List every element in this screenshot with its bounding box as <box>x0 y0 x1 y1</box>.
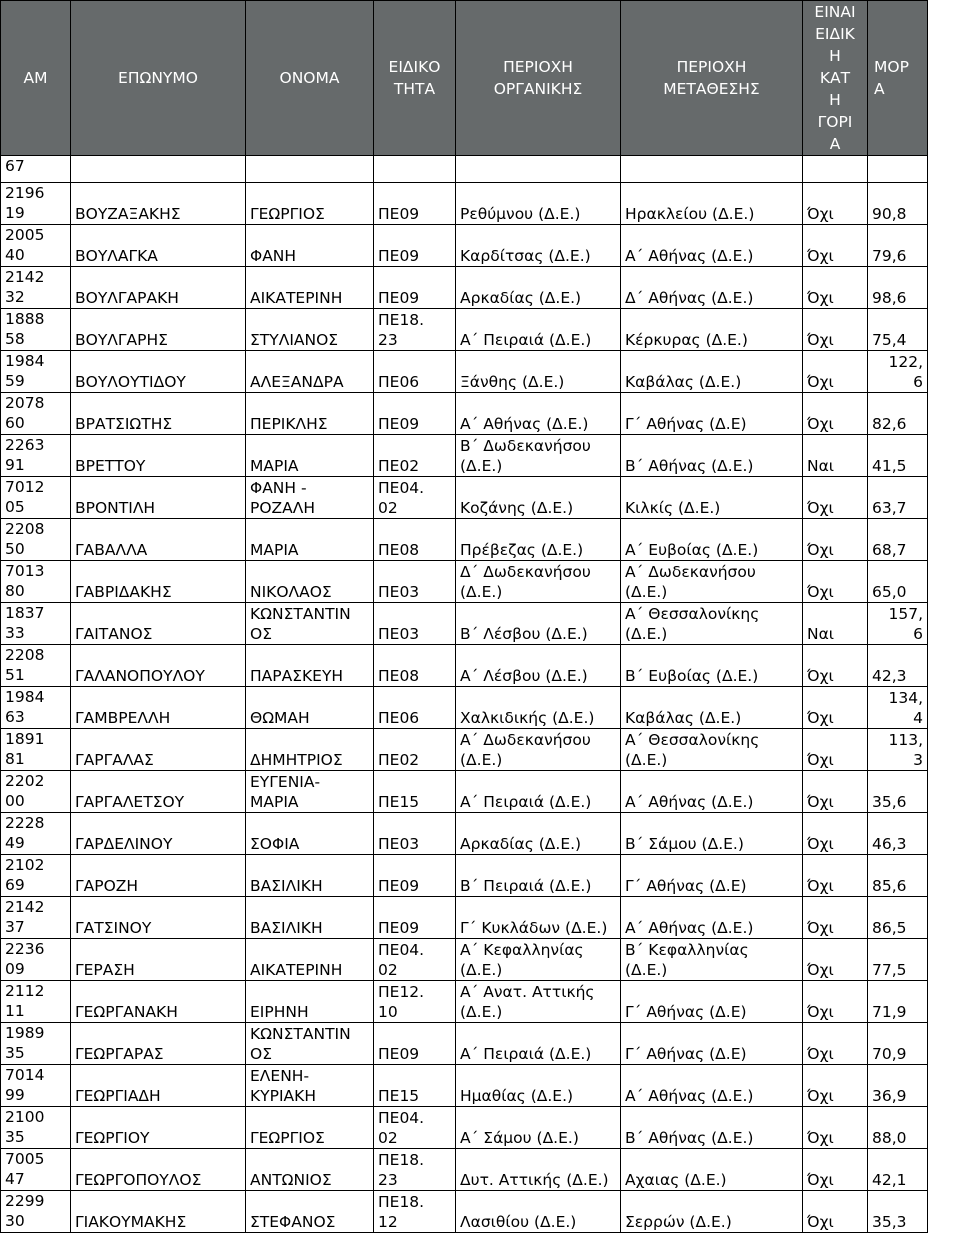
table-row <box>1 855 928 897</box>
specialty-cell: ΠΕ02 <box>374 435 456 477</box>
table-row <box>1 687 928 729</box>
transfer-region-cell: Καβάλας (Δ.Ε.) <box>621 687 803 729</box>
am-part: 2228 <box>5 814 45 832</box>
surname-cell: ΓΑΤΣΙΝΟΥ <box>71 897 246 939</box>
first-name-cell: ΑΙΚΑΤΕΡΙΝΗ <box>246 267 374 309</box>
am-part: 69 <box>5 876 25 894</box>
special-category-cell: Όχι <box>803 1149 868 1191</box>
special-category-cell: Όχι <box>803 267 868 309</box>
am-part: 2263 <box>5 436 45 454</box>
organic-region-cell: Ρεθύμνου (Δ.Ε.) <box>456 183 621 225</box>
am-cell <box>1 435 71 477</box>
table-row <box>1 1149 928 1191</box>
points-cell: 75,4 <box>868 309 928 351</box>
am-part: 63 <box>5 708 25 726</box>
surname-cell: ΓΑΡΓΑΛΕΤΣΟΥ <box>71 771 246 813</box>
am-part: 60 <box>5 414 25 432</box>
table-row <box>1 351 928 393</box>
first-name-cell: ΒΑΣΙΛΙΚΗ <box>246 897 374 939</box>
special-category-cell: Όχι <box>803 813 868 855</box>
am-part: 49 <box>5 834 25 852</box>
am-part: 91 <box>5 456 25 474</box>
points-cell: 41,5 <box>868 435 928 477</box>
specialty-cell: ΠΕ09 <box>374 855 456 897</box>
table-row <box>1 897 928 939</box>
table-row <box>1 519 928 561</box>
am-part: 19 <box>5 204 25 222</box>
am-part: 1984 <box>5 688 45 706</box>
table-row <box>1 393 928 435</box>
first-name-cell: ΕΥΓΕΝΙΑ- ΜΑΡΙΑ <box>246 771 374 813</box>
table-row <box>1 435 928 477</box>
special-category-cell: Όχι <box>803 225 868 267</box>
am-part: 37 <box>5 918 25 936</box>
am-part: 47 <box>5 1170 25 1188</box>
organic-region-cell: Β΄ Πειραιά (Δ.Ε.) <box>456 855 621 897</box>
am-part: 2078 <box>5 394 45 412</box>
specialty-cell: ΠΕ06 <box>374 351 456 393</box>
first-name-cell: ΣΟΦΙΑ <box>246 813 374 855</box>
points-cell: 134, 4 <box>868 687 928 729</box>
first-name-cell: ΦΑΝΗ <box>246 225 374 267</box>
am-part: 58 <box>5 330 25 348</box>
am-cell <box>1 855 71 897</box>
special-category-cell: Ναι <box>803 603 868 645</box>
am-cell <box>1 603 71 645</box>
am-cell <box>1 351 71 393</box>
am-part: 11 <box>5 1002 25 1020</box>
surname-cell: ΒΟΥΛΓΑΡΑΚΗ <box>71 267 246 309</box>
am-cell <box>1 225 71 267</box>
first-name-cell: ΓΕΩΡΓΙΟΣ <box>246 183 374 225</box>
table-row <box>1 561 928 603</box>
first-name-cell: ΓΕΩΡΓΙΟΣ <box>246 1107 374 1149</box>
points-cell: 70,9 <box>868 1023 928 1065</box>
organic-region-cell: Α΄ Δωδεκανήσου (Δ.Ε.) <box>456 729 621 771</box>
organic-region-cell: Ημαθίας (Δ.Ε.) <box>456 1065 621 1107</box>
surname-cell: ΒΡΟΝΤΙΛΗ <box>71 477 246 519</box>
special-category-cell: Όχι <box>803 855 868 897</box>
special-category-cell: Όχι <box>803 939 868 981</box>
specialty-cell: ΠΕ09 <box>374 267 456 309</box>
transfer-region-cell: Α΄ Θεσσαλονίκης (Δ.Ε.) <box>621 603 803 645</box>
specialty-cell: ΠΕ15 <box>374 771 456 813</box>
transfer-region-cell: Α΄ Αθήνας (Δ.Ε.) <box>621 1065 803 1107</box>
organic-region-cell: Α΄ Αθήνας (Δ.Ε.) <box>456 393 621 435</box>
special-category-cell: Όχι <box>803 183 868 225</box>
am-cell <box>1 267 71 309</box>
first-name-cell: ΜΑΡΙΑ <box>246 435 374 477</box>
surname-cell: ΓΕΩΡΓΙΑΔΗ <box>71 1065 246 1107</box>
am-part: 2102 <box>5 856 45 874</box>
table-row <box>1 1107 928 1149</box>
first-name-cell: ΣΤΕΦΑΝΟΣ <box>246 1191 374 1233</box>
organic-region-cell: Δυτ. Αττικής (Δ.Ε.) <box>456 1149 621 1191</box>
am-part: 32 <box>5 288 25 306</box>
am-part: 33 <box>5 624 25 642</box>
first-name-cell: ΚΩΝΣΤΑΝΤΙΝ ΟΣ <box>246 1023 374 1065</box>
transfer-region-cell: Ηρακλείου (Δ.Ε.) <box>621 183 803 225</box>
organic-region-cell: Α΄ Σάμου (Δ.Ε.) <box>456 1107 621 1149</box>
points-cell: 36,9 <box>868 1065 928 1107</box>
col-header-organiki: ΠΕΡΙΟΧΗ ΟΡΓΑΝΙΚΗΣ <box>456 1 621 156</box>
first-name-cell: ΚΩΝΣΤΑΝΤΙΝ ΟΣ <box>246 603 374 645</box>
surname-cell: ΓΕΩΡΓΑΡΑΣ <box>71 1023 246 1065</box>
col-header-metathesi: ΠΕΡΙΟΧΗ ΜΕΤΑΘΕΣΗΣ <box>621 1 803 156</box>
organic-region-cell: Πρέβεζας (Δ.Ε.) <box>456 519 621 561</box>
am-part: 7012 <box>5 478 45 496</box>
special-category-cell: Όχι <box>803 897 868 939</box>
specialty-cell: ΠΕ09 <box>374 897 456 939</box>
organic-region-cell: Αρκαδίας (Δ.Ε.) <box>456 267 621 309</box>
transfer-region-cell: Α΄ Δωδεκανήσου (Δ.Ε.) <box>621 561 803 603</box>
am-part: 1989 <box>5 1024 45 1042</box>
am-cell <box>1 477 71 519</box>
table-row <box>1 771 928 813</box>
first-name-cell: ΝΙΚΟΛΑΟΣ <box>246 561 374 603</box>
surname-cell: ΓΑΛΑΝΟΠΟΥΛΟΥ <box>71 645 246 687</box>
transfer-region-cell: Γ΄ Αθήνας (Δ.Ε) <box>621 1023 803 1065</box>
surname-cell: ΓΑΒΡΙΔΑΚΗΣ <box>71 561 246 603</box>
am-cell <box>1 309 71 351</box>
surname-cell: ΒΡΕΤΤΟΥ <box>71 435 246 477</box>
am-cell <box>1 1023 71 1065</box>
surname-cell: ΓΑΡΟΖΗ <box>71 855 246 897</box>
transfer-region-cell: Κέρκυρας (Δ.Ε.) <box>621 309 803 351</box>
surname-cell: ΒΟΥΛΑΓΚΑ <box>71 225 246 267</box>
specialty-cell: ΠΕ09 <box>374 393 456 435</box>
transfer-region-cell: Δ΄ Αθήνας (Δ.Ε.) <box>621 267 803 309</box>
organic-region-cell: Κοζάνης (Δ.Ε.) <box>456 477 621 519</box>
am-part: 51 <box>5 666 25 684</box>
organic-region-cell: Ξάνθης (Δ.Ε.) <box>456 351 621 393</box>
points-cell: 79,6 <box>868 225 928 267</box>
specialty-cell: ΠΕ18. 23 <box>374 309 456 351</box>
col-header-onoma: ΟΝΟΜΑ <box>246 1 374 156</box>
am-part: 00 <box>5 792 25 810</box>
first-name-cell: ΦΑΝΗ - ΡΟΖΑΛΗ <box>246 477 374 519</box>
special-category-cell: Όχι <box>803 981 868 1023</box>
special-category-cell: Όχι <box>803 477 868 519</box>
points-cell: 122, 6 <box>868 351 928 393</box>
surname-cell: ΓΕΩΡΓΟΠΟΥΛΟΣ <box>71 1149 246 1191</box>
points-cell: 42,1 <box>868 1149 928 1191</box>
first-name-cell: ΑΝΤΩΝΙΟΣ <box>246 1149 374 1191</box>
am-part: 2142 <box>5 268 45 286</box>
col-header-eidiki-katigoria: ΕΙΝΑΙ ΕΙΔΙΚ Η ΚΑΤ Η ΓΟΡΙ Α <box>803 1 868 156</box>
first-name-cell: ΠΕΡΙΚΛΗΣ <box>246 393 374 435</box>
am-part: 05 <box>5 498 25 516</box>
am-part: 2005 <box>5 226 45 244</box>
table-row <box>1 1065 928 1107</box>
transfer-region-cell: Σερρών (Δ.Ε.) <box>621 1191 803 1233</box>
specialty-cell: ΠΕ12. 10 <box>374 981 456 1023</box>
special-category-cell: Όχι <box>803 1107 868 1149</box>
am-part: 81 <box>5 750 25 768</box>
organic-region-cell: Α΄ Ανατ. Αττικής (Δ.Ε.) <box>456 981 621 1023</box>
am-cell <box>1 183 71 225</box>
am-part: 2202 <box>5 772 45 790</box>
surname-cell: ΓΑΡΓΑΛΑΣ <box>71 729 246 771</box>
am-part: 2112 <box>5 982 45 1000</box>
surname-cell: ΓΙΑΚΟΥΜΑΚΗΣ <box>71 1191 246 1233</box>
am-part: 7013 <box>5 562 45 580</box>
am-cell <box>1 519 71 561</box>
special-category-cell: Ναι <box>803 435 868 477</box>
am-cell <box>1 981 71 1023</box>
continuation-row <box>1 156 928 183</box>
am-part: 99 <box>5 1086 25 1104</box>
am-cell <box>1 897 71 939</box>
table-row <box>1 183 928 225</box>
points-cell: 71,9 <box>868 981 928 1023</box>
surname-cell: ΓΑΜΒΡΕΛΛΗ <box>71 687 246 729</box>
organic-region-cell: Β΄ Δωδεκανήσου (Δ.Ε.) <box>456 435 621 477</box>
am-cell: 67 <box>1 156 71 183</box>
specialty-cell: ΠΕ04. 02 <box>374 477 456 519</box>
surname-cell: ΓΑΙΤΑΝΟΣ <box>71 603 246 645</box>
organic-region-cell: Α΄ Πειραιά (Δ.Ε.) <box>456 771 621 813</box>
table-row <box>1 645 928 687</box>
table-row <box>1 267 928 309</box>
special-category-cell: Όχι <box>803 519 868 561</box>
points-cell: 98,6 <box>868 267 928 309</box>
points-cell: 35,6 <box>868 771 928 813</box>
table-row <box>1 225 928 267</box>
am-cell <box>1 1149 71 1191</box>
specialty-cell: ΠΕ02 <box>374 729 456 771</box>
surname-cell: ΓΑΡΔΕΛΙΝΟΥ <box>71 813 246 855</box>
specialty-cell: ΠΕ08 <box>374 519 456 561</box>
transfer-region-cell: Β΄ Αθήνας (Δ.Ε.) <box>621 1107 803 1149</box>
am-part: 40 <box>5 246 25 264</box>
specialty-cell: ΠΕ09 <box>374 1023 456 1065</box>
specialty-cell: ΠΕ04. 02 <box>374 1107 456 1149</box>
first-name-cell: ΑΛΕΞΑΝΔΡΑ <box>246 351 374 393</box>
specialty-cell: ΠΕ03 <box>374 561 456 603</box>
special-category-cell: Όχι <box>803 687 868 729</box>
first-name-cell: ΜΑΡΙΑ <box>246 519 374 561</box>
empty-cell <box>71 156 246 183</box>
transfer-region-cell: Β΄ Αθήνας (Δ.Ε.) <box>621 435 803 477</box>
am-part: 1888 <box>5 310 45 328</box>
col-header-eidikotita: ΕΙΔΙΚΟ ΤΗΤΑ <box>374 1 456 156</box>
first-name-cell: ΕΙΡΗΝΗ <box>246 981 374 1023</box>
am-part: 30 <box>5 1212 25 1230</box>
special-category-cell: Όχι <box>803 393 868 435</box>
am-cell <box>1 1191 71 1233</box>
organic-region-cell: Χαλκιδικής (Δ.Ε.) <box>456 687 621 729</box>
table-row <box>1 477 928 519</box>
am-part: 80 <box>5 582 25 600</box>
specialty-cell: ΠΕ03 <box>374 603 456 645</box>
specialty-cell: ΠΕ08 <box>374 645 456 687</box>
surname-cell: ΒΡΑΤΣΙΩΤΗΣ <box>71 393 246 435</box>
col-header-moria: ΜΟΡ Α <box>868 1 928 156</box>
am-part: 2299 <box>5 1192 45 1210</box>
special-category-cell: Όχι <box>803 1191 868 1233</box>
am-part: 50 <box>5 540 25 558</box>
specialty-cell: ΠΕ03 <box>374 813 456 855</box>
organic-region-cell: Αρκαδίας (Δ.Ε.) <box>456 813 621 855</box>
surname-cell: ΒΟΥΛΓΑΡΗΣ <box>71 309 246 351</box>
surname-cell: ΓΕΩΡΓΙΟΥ <box>71 1107 246 1149</box>
organic-region-cell: Α΄ Πειραιά (Δ.Ε.) <box>456 1023 621 1065</box>
table-row <box>1 1023 928 1065</box>
transfer-region-cell: Β΄ Σάμου (Δ.Ε.) <box>621 813 803 855</box>
points-cell: 65,0 <box>868 561 928 603</box>
am-part: 7014 <box>5 1066 45 1084</box>
transfer-region-cell: Α΄ Αθήνας (Δ.Ε.) <box>621 225 803 267</box>
transfer-region-cell: Β΄ Κεφαλληνίας (Δ.Ε.) <box>621 939 803 981</box>
transfer-region-cell: Β΄ Ευβοίας (Δ.Ε.) <box>621 645 803 687</box>
am-part: 2100 <box>5 1108 45 1126</box>
specialty-cell: ΠΕ09 <box>374 183 456 225</box>
table-row <box>1 729 928 771</box>
transfer-region-cell: Α΄ Ευβοίας (Δ.Ε.) <box>621 519 803 561</box>
transfer-region-cell: Γ΄ Αθήνας (Δ.Ε) <box>621 981 803 1023</box>
transfer-region-cell: Αχαιας (Δ.Ε.) <box>621 1149 803 1191</box>
am-cell <box>1 1107 71 1149</box>
col-header-am: ΑΜ <box>1 1 71 156</box>
am-cell <box>1 1065 71 1107</box>
first-name-cell: ΠΑΡΑΣΚΕΥΗ <box>246 645 374 687</box>
surname-cell: ΓΕΡΑΣΗ <box>71 939 246 981</box>
specialty-cell: ΠΕ18. 12 <box>374 1191 456 1233</box>
specialty-cell: ΠΕ15 <box>374 1065 456 1107</box>
table-row <box>1 939 928 981</box>
am-part: 35 <box>5 1128 25 1146</box>
table-row <box>1 981 928 1023</box>
points-cell: 113, 3 <box>868 729 928 771</box>
organic-region-cell: Λασιθίου (Δ.Ε.) <box>456 1191 621 1233</box>
points-cell: 88,0 <box>868 1107 928 1149</box>
special-category-cell: Όχι <box>803 645 868 687</box>
am-cell <box>1 393 71 435</box>
empty-cell <box>456 156 621 183</box>
organic-region-cell: Καρδίτσας (Δ.Ε.) <box>456 225 621 267</box>
first-name-cell: ΒΑΣΙΛΙΚΗ <box>246 855 374 897</box>
special-category-cell: Όχι <box>803 1023 868 1065</box>
header-row <box>1 1 928 156</box>
points-cell: 42,3 <box>868 645 928 687</box>
organic-region-cell: Γ΄ Κυκλάδων (Δ.Ε.) <box>456 897 621 939</box>
am-part: 1837 <box>5 604 45 622</box>
points-cell: 68,7 <box>868 519 928 561</box>
surname-cell: ΓΕΩΡΓΑΝΑΚΗ <box>71 981 246 1023</box>
special-category-cell: Όχι <box>803 1065 868 1107</box>
specialty-cell: ΠΕ09 <box>374 225 456 267</box>
am-part: 2142 <box>5 898 45 916</box>
points-cell: 46,3 <box>868 813 928 855</box>
empty-cell <box>803 156 868 183</box>
am-cell <box>1 939 71 981</box>
am-cell <box>1 645 71 687</box>
organic-region-cell: Α΄ Πειραιά (Δ.Ε.) <box>456 309 621 351</box>
transfer-region-cell: Κιλκίς (Δ.Ε.) <box>621 477 803 519</box>
organic-region-cell: Δ΄ Δωδεκανήσου (Δ.Ε.) <box>456 561 621 603</box>
transfer-region-cell: Α΄ Αθήνας (Δ.Ε.) <box>621 771 803 813</box>
organic-region-cell: Α΄ Λέσβου (Δ.Ε.) <box>456 645 621 687</box>
points-cell: 35,3 <box>868 1191 928 1233</box>
am-cell <box>1 561 71 603</box>
am-part: 1891 <box>5 730 45 748</box>
am-part: 2236 <box>5 940 45 958</box>
empty-cell <box>246 156 374 183</box>
transfer-region-cell: Καβάλας (Δ.Ε.) <box>621 351 803 393</box>
points-cell: 85,6 <box>868 855 928 897</box>
special-category-cell: Όχι <box>803 561 868 603</box>
am-part: 35 <box>5 1044 25 1062</box>
specialty-cell: ΠΕ06 <box>374 687 456 729</box>
organic-region-cell: Α΄ Κεφαλληνίας (Δ.Ε.) <box>456 939 621 981</box>
special-category-cell: Όχι <box>803 771 868 813</box>
surname-cell: ΒΟΥΛΟΥΤΙΔΟΥ <box>71 351 246 393</box>
specialty-cell: ΠΕ18. 23 <box>374 1149 456 1191</box>
am-part: 2208 <box>5 646 45 664</box>
table-row <box>1 1191 928 1233</box>
points-cell: 90,8 <box>868 183 928 225</box>
points-cell: 157, 6 <box>868 603 928 645</box>
am-part: 1984 <box>5 352 45 370</box>
am-cell <box>1 729 71 771</box>
transfer-region-cell: Α΄ Αθήνας (Δ.Ε.) <box>621 897 803 939</box>
specialty-cell: ΠΕ04. 02 <box>374 939 456 981</box>
points-cell: 77,5 <box>868 939 928 981</box>
surname-cell: ΒΟΥΖΑΞΑΚΗΣ <box>71 183 246 225</box>
surname-cell: ΓΑΒΑΛΛΑ <box>71 519 246 561</box>
transfer-region-cell: Α΄ Θεσσαλονίκης (Δ.Ε.) <box>621 729 803 771</box>
empty-cell <box>621 156 803 183</box>
special-category-cell: Όχι <box>803 309 868 351</box>
empty-cell <box>868 156 928 183</box>
first-name-cell: ΑΙΚΑΤΕΡΙΝΗ <box>246 939 374 981</box>
first-name-cell: ΘΩΜΑΗ <box>246 687 374 729</box>
table-row <box>1 813 928 855</box>
am-part: 2196 <box>5 184 45 202</box>
am-cell <box>1 771 71 813</box>
points-cell: 86,5 <box>868 897 928 939</box>
first-name-cell: ΕΛΕΝΗ- ΚΥΡΙΑΚΗ <box>246 1065 374 1107</box>
col-header-eponymo: ΕΠΩΝΥΜΟ <box>71 1 246 156</box>
empty-cell <box>374 156 456 183</box>
transfer-region-cell: Γ΄ Αθήνας (Δ.Ε) <box>621 393 803 435</box>
am-cell <box>1 687 71 729</box>
table-row <box>1 603 928 645</box>
first-name-cell: ΣΤΥΛΙΑΝΟΣ <box>246 309 374 351</box>
first-name-cell: ΔΗΜΗΤΡΙΟΣ <box>246 729 374 771</box>
am-part: 09 <box>5 960 25 978</box>
am-part: 7005 <box>5 1150 45 1168</box>
special-category-cell: Όχι <box>803 729 868 771</box>
transfer-region-cell: Γ΄ Αθήνας (Δ.Ε) <box>621 855 803 897</box>
am-part: 59 <box>5 372 25 390</box>
am-cell <box>1 813 71 855</box>
special-category-cell: Όχι <box>803 351 868 393</box>
am-part: 2208 <box>5 520 45 538</box>
points-cell: 82,6 <box>868 393 928 435</box>
table-row <box>1 309 928 351</box>
organic-region-cell: Β΄ Λέσβου (Δ.Ε.) <box>456 603 621 645</box>
points-cell: 63,7 <box>868 477 928 519</box>
